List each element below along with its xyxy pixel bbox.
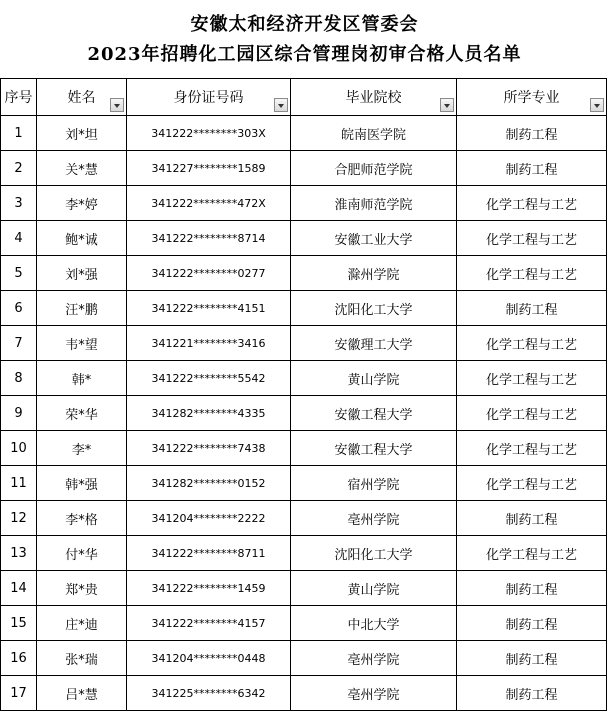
header-school <box>291 79 457 116</box>
seq-cell: 9 <box>1 396 37 431</box>
seq-cell: 4 <box>1 221 37 256</box>
school-cell: 宿州学院 <box>291 466 457 501</box>
school-cell: 中北大学 <box>291 606 457 641</box>
name-cell: 庄*迪 <box>37 606 127 641</box>
id-number-cell: 341222********0277 <box>127 256 291 291</box>
table-row <box>1 536 607 571</box>
header-major <box>457 79 607 116</box>
header-id-number-label: 身份证号码 <box>173 90 244 106</box>
name-cell: 李*婷 <box>37 186 127 221</box>
name-cell: 韦*望 <box>37 326 127 361</box>
school-cell: 皖南医学院 <box>291 116 457 151</box>
id-number-cell: 341222********4157 <box>127 606 291 641</box>
table-row <box>1 676 607 711</box>
header-school-label: 毕业院校 <box>345 90 402 106</box>
name-cell: 刘*强 <box>37 256 127 291</box>
seq-cell: 11 <box>1 466 37 501</box>
major-cell: 制药工程 <box>457 501 607 536</box>
id-number-cell: 341222********5542 <box>127 361 291 396</box>
seq-cell: 16 <box>1 641 37 676</box>
school-cell: 亳州学院 <box>291 501 457 536</box>
major-cell: 化学工程与工艺 <box>457 186 607 221</box>
major-cell: 制药工程 <box>457 676 607 711</box>
major-cell: 化学工程与工艺 <box>457 431 607 466</box>
name-cell: 韩*强 <box>37 466 127 501</box>
name-cell: 张*瑞 <box>37 641 127 676</box>
table-row <box>1 186 607 221</box>
table-row <box>1 151 607 186</box>
major-cell: 制药工程 <box>457 151 607 186</box>
seq-cell: 3 <box>1 186 37 221</box>
name-filter-dropdown-icon[interactable] <box>110 98 124 112</box>
seq-cell: 7 <box>1 326 37 361</box>
id-number-cell: 341225********6342 <box>127 676 291 711</box>
id-number-cell: 341221********3416 <box>127 326 291 361</box>
id-number-cell: 341222********7438 <box>127 431 291 466</box>
table-header-row <box>1 79 607 116</box>
header-major-label: 所学专业 <box>503 90 560 106</box>
id-number-filter-dropdown-icon[interactable] <box>274 98 288 112</box>
seq-cell: 1 <box>1 116 37 151</box>
table-row <box>1 221 607 256</box>
header-name <box>37 79 127 116</box>
name-cell: 关*慧 <box>37 151 127 186</box>
name-cell: 鲍*诚 <box>37 221 127 256</box>
page-subtitle: 2023年招聘化工园区综合管理岗初审合格人员名单 <box>87 44 522 65</box>
school-cell: 安徽工程大学 <box>291 396 457 431</box>
table-row <box>1 571 607 606</box>
id-number-cell: 341282********0152 <box>127 466 291 501</box>
header-name-label: 姓名 <box>67 90 96 106</box>
table-row <box>1 326 607 361</box>
major-cell: 化学工程与工艺 <box>457 466 607 501</box>
school-filter-dropdown-icon[interactable] <box>440 98 454 112</box>
major-cell: 制药工程 <box>457 116 607 151</box>
table-row <box>1 641 607 676</box>
header-seq <box>1 79 37 116</box>
major-cell: 化学工程与工艺 <box>457 326 607 361</box>
name-cell: 刘*坦 <box>37 116 127 151</box>
major-cell: 制药工程 <box>457 571 607 606</box>
major-cell: 化学工程与工艺 <box>457 536 607 571</box>
school-cell: 沈阳化工大学 <box>291 291 457 326</box>
table-row <box>1 116 607 151</box>
seq-cell: 17 <box>1 676 37 711</box>
page-title: 安徽太和经济开发区管委会 <box>190 14 419 35</box>
table-row <box>1 466 607 501</box>
seq-cell: 13 <box>1 536 37 571</box>
id-number-cell: 341222********303X <box>127 116 291 151</box>
id-number-cell: 341227********1589 <box>127 151 291 186</box>
id-number-cell: 341222********8714 <box>127 221 291 256</box>
id-number-cell: 341222********472X <box>127 186 291 221</box>
table-body <box>1 116 607 711</box>
table-row <box>1 501 607 536</box>
school-cell: 安徽工程大学 <box>291 431 457 466</box>
major-filter-dropdown-icon[interactable] <box>590 98 604 112</box>
id-number-cell: 341222********1459 <box>127 571 291 606</box>
id-number-cell: 341204********0448 <box>127 641 291 676</box>
major-cell: 制药工程 <box>457 606 607 641</box>
seq-cell: 5 <box>1 256 37 291</box>
school-cell: 亳州学院 <box>291 641 457 676</box>
document-title-block <box>0 0 609 78</box>
school-cell: 黄山学院 <box>291 361 457 396</box>
major-cell: 制药工程 <box>457 291 607 326</box>
name-cell: 吕*慧 <box>37 676 127 711</box>
name-cell: 李* <box>37 431 127 466</box>
school-cell: 安徽工业大学 <box>291 221 457 256</box>
major-cell: 化学工程与工艺 <box>457 361 607 396</box>
table-row <box>1 431 607 466</box>
table-row <box>1 606 607 641</box>
school-cell: 黄山学院 <box>291 571 457 606</box>
school-cell: 沈阳化工大学 <box>291 536 457 571</box>
table-row <box>1 256 607 291</box>
seq-cell: 14 <box>1 571 37 606</box>
major-cell: 制药工程 <box>457 641 607 676</box>
id-number-cell: 341222********8711 <box>127 536 291 571</box>
seq-cell: 6 <box>1 291 37 326</box>
id-number-cell: 341204********2222 <box>127 501 291 536</box>
seq-cell: 8 <box>1 361 37 396</box>
seq-cell: 12 <box>1 501 37 536</box>
candidate-table <box>0 78 607 711</box>
major-cell: 化学工程与工艺 <box>457 256 607 291</box>
school-cell: 淮南师范学院 <box>291 186 457 221</box>
name-cell: 韩* <box>37 361 127 396</box>
id-number-cell: 341222********4151 <box>127 291 291 326</box>
seq-cell: 2 <box>1 151 37 186</box>
id-number-cell: 341282********4335 <box>127 396 291 431</box>
major-cell: 化学工程与工艺 <box>457 396 607 431</box>
school-cell: 滁州学院 <box>291 256 457 291</box>
seq-cell: 10 <box>1 431 37 466</box>
name-cell: 汪*鹏 <box>37 291 127 326</box>
seq-cell: 15 <box>1 606 37 641</box>
name-cell: 荣*华 <box>37 396 127 431</box>
school-cell: 亳州学院 <box>291 676 457 711</box>
name-cell: 郑*贵 <box>37 571 127 606</box>
table-row <box>1 291 607 326</box>
name-cell: 李*格 <box>37 501 127 536</box>
header-id-number <box>127 79 291 116</box>
name-cell: 付*华 <box>37 536 127 571</box>
major-cell: 化学工程与工艺 <box>457 221 607 256</box>
school-cell: 合肥师范学院 <box>291 151 457 186</box>
school-cell: 安徽理工大学 <box>291 326 457 361</box>
header-seq-label: 序号 <box>4 90 33 106</box>
table-row <box>1 361 607 396</box>
table-row <box>1 396 607 431</box>
